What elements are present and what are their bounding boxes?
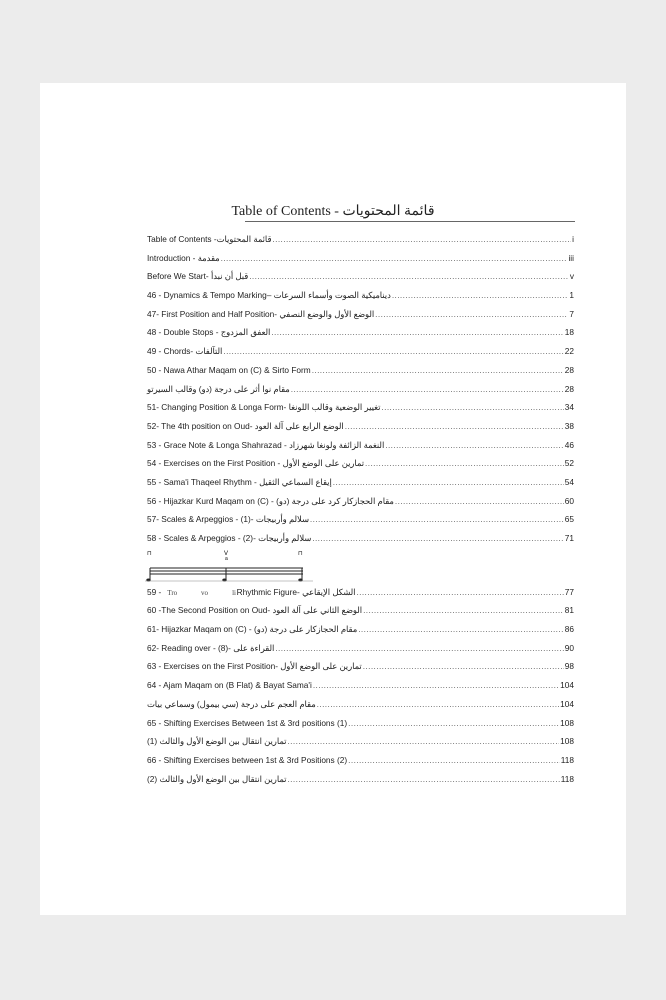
toc-entry[interactable] [147,327,574,346]
entry-page: 118 [560,754,574,765]
toc-entry[interactable] [147,458,574,477]
toc-entry[interactable] [147,309,574,328]
entry-label: 56 - Hijazkar Kurd Maqam on (C) - (دو) مقام الحجازكار كرد على درجة [147,495,394,506]
entry-label: 58 - Scales & Arpeggios - (2)- سلالم وأربيجات [147,533,312,543]
entry-page: 1 [569,290,574,301]
entry-page: 65 [564,514,574,525]
entry-label: 49 - Chords- التآلفات [147,346,223,357]
dot-leader [221,253,568,263]
toc-entry[interactable] [147,643,574,662]
toc-entry[interactable] [147,680,574,699]
toc-entry[interactable] [147,290,574,309]
entry-page: 34 [564,402,574,413]
dot-leader [249,271,569,281]
toc-entry[interactable] [147,699,574,718]
entry-label: 47- First Position and Half Position- الوضع الأول والوضع النصفي [147,308,375,319]
syllable: Tro [167,588,178,597]
toc-entry[interactable] [147,365,574,384]
dot-leader [395,496,564,506]
title-underline [245,221,575,222]
entry-page: 18 [564,327,574,338]
toc-entry[interactable] [147,271,574,290]
entry-label: 63 - Exercises on the First Position- تمارين على الوضع الأول [147,661,362,672]
rhythm-figure [147,552,574,587]
entry-page: 118 [560,773,574,784]
figure-number: 59 - [147,586,162,597]
dot-leader [291,384,564,394]
dot-leader [333,477,564,487]
toc-entry[interactable] [147,477,574,496]
toc-entry[interactable] [147,736,574,755]
entry-page: 54 [564,476,574,487]
toc-entry[interactable] [147,587,574,606]
entry-label: 48 - Double Stops - العفق المزدوج [147,327,271,338]
entry-label: 62- Reading over - (8)- القراءة على [147,642,275,653]
dot-leader [223,346,563,356]
entry-label: 46 - Dynamics & Tempo Marking– ديناميكية الصوت وأسماء السرعات [147,290,391,301]
dot-leader [385,440,564,450]
entry-label: 50 - Nawa Athar Maqam on (C) & Sirto Form [147,364,311,375]
svg-text:⊓: ⊓ [147,550,152,557]
svg-text:⊓: ⊓ [298,550,303,557]
dot-leader [271,327,563,337]
entry-page: 81 [564,605,574,616]
entry-label: مقام نوا أثر على درجة (دو) وقالب السيرتو [147,383,290,394]
entry-label: 54 - Exercises on the First Position - تمارين على الوضع الأول [147,458,365,469]
entry-page: 60 [564,495,574,506]
entry-label: مقام العجم على درجة (سي بيمول) وسماعي بيات [147,698,316,709]
dot-leader [348,718,559,728]
entry-label: تمارين انتقال بين الوضع الأول والثالث (2) [147,773,287,784]
entry-page: 28 [564,383,574,394]
dot-leader [312,365,564,375]
entry-page: 52 [564,458,574,469]
dot-leader [272,234,571,244]
entry-page: 108 [560,717,574,728]
dot-leader [312,533,564,543]
entry-page: v [569,271,574,282]
entry-label: Table of Contents -قائمة المحتويات [147,234,272,244]
dot-leader [275,643,563,653]
entry-label: 65 - Shifting Exercises Between 1st & 3rd positions (1) [147,717,348,728]
entry-page: 104 [560,680,574,691]
dot-leader [363,605,564,615]
dot-leader [287,774,559,784]
entry-page: 108 [560,736,574,747]
toc-entry[interactable] [147,718,574,737]
page-title: Table of Contents - قائمة المحتويات [231,204,435,219]
toc-entry[interactable] [147,774,574,793]
syllable: li [232,588,236,597]
entry-page: 46 [564,439,574,450]
entry-label: 60 -The Second Position on Oud- الوضع الثاني على آلة العود [147,605,363,616]
dot-leader [310,514,564,524]
entry-page: iii [568,252,574,263]
entry-label: Rhythmic Figure- الشكل الإيقاعي [236,586,356,597]
toc-entry[interactable] [147,755,574,774]
dot-leader [313,680,559,690]
entry-page: i [572,234,574,244]
entry-page: 90 [564,642,574,653]
syllable: vo [201,588,209,597]
toc-entry[interactable] [147,624,574,643]
toc-entry[interactable] [147,661,574,680]
entry-label: 64 - Ajam Maqam on (B Flat) & Bayat Sama'i [147,680,312,691]
entry-page: 28 [564,364,574,375]
entry-page: 7 [569,308,574,319]
dot-leader [381,402,563,412]
entry-label: 55 - Sama'i Thaqeel Rhythm - إيقاع السماعي الثقيل [147,476,332,487]
dot-leader [348,755,560,765]
entry-label: 66 - Shifting Exercises between 1st & 3rd Positions (2) [147,754,348,765]
entry-page: 86 [564,624,574,635]
toc-entry[interactable] [147,605,574,624]
dot-leader [358,624,564,634]
entry-page: 98 [564,661,574,672]
dot-leader [287,736,559,746]
svg-text:a: a [225,555,228,562]
svg-text:V: V [224,550,229,557]
rhythm-notation-icon [145,548,315,584]
dot-leader [317,699,559,709]
entry-label: Before We Start- قبل أن نبدأ [147,271,249,282]
toc-entry[interactable] [147,402,574,421]
entry-label: 61- Hijazkar Maqam on (C) - (دو) مقام الحجازكار على درجة [147,624,358,635]
entry-label: 51- Changing Position & Longa Form- تغيير الوضعية وقالب اللونغا [147,402,381,413]
entry-label: 52- The 4th position on Oud- الوضع الرابع على آلة العود [147,420,344,431]
entry-label: 57- Scales & Arpeggios - (1)- سلالم وأربيجات [147,514,309,525]
dot-leader [392,290,569,300]
toc-entry[interactable] [147,496,574,515]
dot-leader [365,458,564,468]
entry-page: 104 [560,698,574,709]
entry-page: 77 [564,586,574,597]
toc-entry[interactable] [147,346,574,365]
document-page [40,83,626,915]
toc-entry[interactable] [147,421,574,440]
entry-page: 71 [564,533,574,543]
entry-label: Introduction - مقدمة [147,252,220,263]
toc-entry[interactable] [147,514,574,533]
dot-leader [375,309,568,319]
toc-entry[interactable] [147,440,574,459]
table-of-contents [147,234,574,792]
entry-page: 38 [564,420,574,431]
dot-leader [356,587,563,597]
entry-page: 22 [564,346,574,357]
dot-leader [345,421,564,431]
dot-leader [363,661,564,671]
entry-label: تمارين انتقال بين الوضع الأول والثالث (1) [147,736,287,747]
toc-entry[interactable] [147,234,574,253]
entry-label: 53 - Grace Note & Longa Shahrazad - النغمة الزائفة ولونغا شهرزاد [147,439,385,450]
toc-entry[interactable] [147,384,574,403]
toc-entry[interactable] [147,253,574,272]
